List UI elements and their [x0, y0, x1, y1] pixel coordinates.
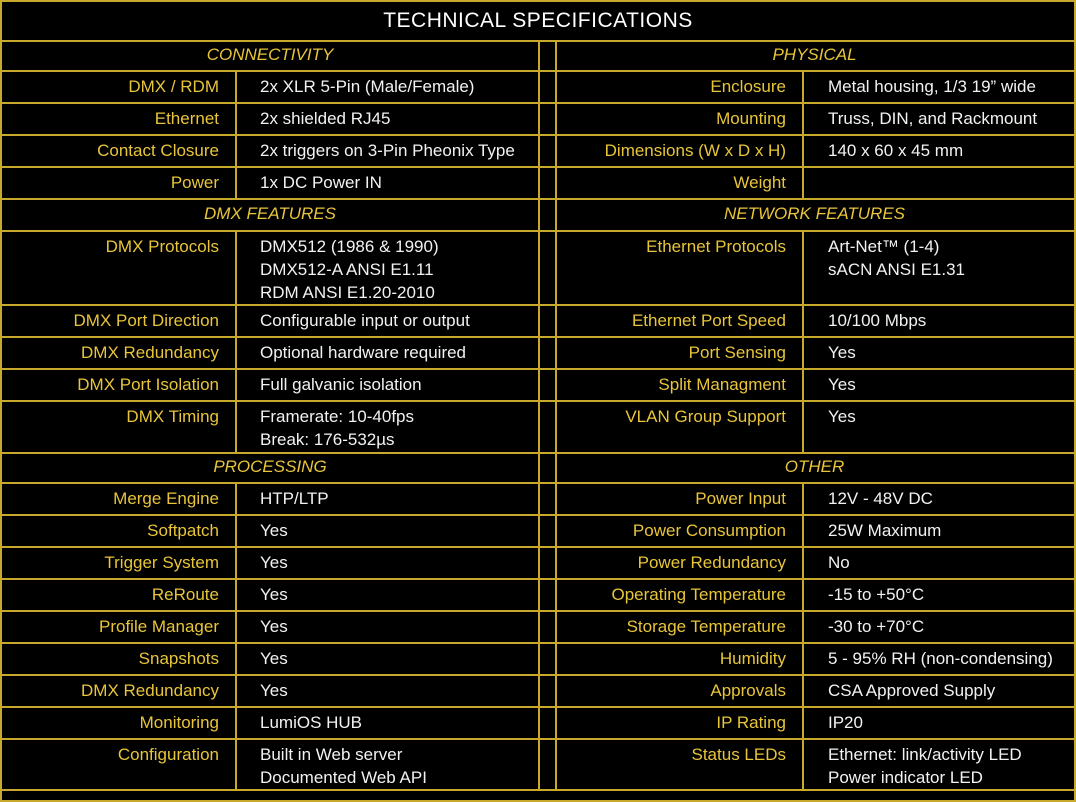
cell-divider	[235, 134, 237, 166]
spec-value-line: 25W Maximum	[828, 521, 942, 540]
spec-value-line: 2x triggers on 3-Pin Pheonix Type	[260, 141, 515, 160]
spec-value	[828, 75, 1036, 98]
spec-value	[260, 75, 474, 98]
cell-divider	[802, 102, 804, 134]
cell-divider	[235, 706, 237, 738]
spec-label: DMX Redundancy	[81, 681, 219, 700]
cell-divider	[235, 70, 237, 102]
spec-value	[260, 235, 439, 304]
spec-value-line: DMX512-A ANSI E1.11	[260, 260, 434, 279]
spec-value-line: Yes	[828, 407, 856, 426]
spec-value	[260, 373, 422, 396]
spec-value-line: IP20	[828, 713, 863, 732]
spec-value-line: Yes	[260, 649, 288, 668]
section-heading: CONNECTIVITY	[206, 45, 334, 64]
cell-divider	[235, 304, 237, 336]
cell-divider	[235, 610, 237, 642]
spec-value	[828, 373, 856, 396]
cell-divider	[802, 134, 804, 166]
spec-label: Operating Temperature	[611, 585, 786, 604]
cell-divider	[802, 706, 804, 738]
spec-value-line: 140 x 60 x 45 mm	[828, 141, 964, 160]
spec-value-line: Truss, DIN, and Rackmount	[828, 109, 1038, 128]
spec-value-line: DMX512 (1986 & 1990)	[260, 237, 439, 256]
spec-value	[828, 711, 863, 734]
cell-divider	[235, 336, 237, 368]
spec-value-line: Documented Web API	[260, 768, 427, 787]
spec-value	[260, 647, 288, 670]
spec-value-line: Built in Web server	[260, 745, 403, 764]
spec-value	[828, 487, 933, 510]
cell-divider	[802, 578, 804, 610]
cell-divider	[802, 738, 804, 790]
cell-divider	[802, 642, 804, 674]
spec-label: Ethernet	[154, 109, 219, 128]
spec-label: Profile Manager	[98, 617, 219, 636]
spec-value	[828, 615, 924, 638]
spec-value	[828, 583, 924, 606]
column-divider	[538, 40, 540, 790]
spec-label: Softpatch	[147, 521, 219, 540]
spec-value	[828, 107, 1037, 130]
spec-value-line: Metal housing, 1/3 19” wide	[828, 77, 1036, 96]
spec-value	[828, 519, 941, 542]
cell-divider	[802, 368, 804, 400]
spec-label: Status LEDs	[691, 745, 786, 764]
spec-value	[260, 519, 288, 542]
spec-value-line: Configurable input or output	[260, 311, 470, 330]
spec-label: Humidity	[719, 649, 786, 668]
spec-value	[260, 107, 390, 130]
cell-divider	[802, 70, 804, 102]
cell-divider	[235, 166, 237, 198]
spec-label: DMX Redundancy	[81, 343, 219, 362]
spec-label: Power	[170, 173, 219, 192]
spec-value-line: Yes	[828, 375, 856, 394]
spec-value-line: sACN ANSI E1.31	[828, 260, 966, 279]
section-heading: PROCESSING	[213, 457, 327, 476]
cell-divider	[235, 482, 237, 514]
spec-label: DMX Port Direction	[73, 311, 219, 330]
spec-label: Dimensions (W x D x H)	[604, 141, 786, 160]
spec-label: DMX Timing	[126, 407, 219, 426]
spec-value-line: LumiOS HUB	[260, 713, 363, 732]
spec-value-line: Ethernet: link/activity LED	[828, 745, 1022, 764]
cell-divider	[235, 102, 237, 134]
spec-value	[260, 679, 288, 702]
spec-label: DMX / RDM	[128, 77, 219, 96]
spec-value-line: 2x shielded RJ45	[260, 109, 391, 128]
spec-value-line: Framerate: 10-40fps	[260, 407, 415, 426]
spec-value-line: Power indicator LED	[828, 768, 983, 787]
spec-value	[260, 309, 470, 332]
spec-value	[828, 405, 856, 428]
cell-divider	[802, 546, 804, 578]
spec-label: Monitoring	[139, 713, 219, 732]
spec-label: Weight	[733, 173, 786, 192]
spec-label: Power Redundancy	[637, 553, 786, 572]
spec-value-line: HTP/LTP	[260, 489, 329, 508]
spec-value-line: Yes	[260, 521, 288, 540]
cell-divider	[802, 482, 804, 514]
section-heading: DMX FEATURES	[204, 204, 336, 223]
spec-value-line: CSA Approved Supply	[828, 681, 996, 700]
cell-divider	[802, 610, 804, 642]
cell-divider	[235, 514, 237, 546]
cell-divider	[235, 738, 237, 790]
cell-divider	[235, 400, 237, 452]
spec-value	[260, 171, 382, 194]
spec-value	[260, 583, 288, 606]
section-heading: OTHER	[784, 457, 845, 476]
spec-label: Ethernet Port Speed	[631, 311, 786, 330]
spec-value	[260, 139, 515, 162]
spec-label: DMX Port Isolation	[77, 375, 219, 394]
spec-value-line: Yes	[260, 617, 288, 636]
spec-label: Storage Temperature	[626, 617, 786, 636]
spec-value-line: Full galvanic isolation	[260, 375, 422, 394]
spec-value	[828, 679, 995, 702]
spec-label: Contact Closure	[97, 141, 219, 160]
cell-divider	[802, 674, 804, 706]
spec-value	[828, 743, 1022, 789]
spec-label: DMX Protocols	[105, 237, 219, 256]
cell-divider	[235, 642, 237, 674]
section-heading: PHYSICAL	[772, 45, 857, 64]
cell-divider	[802, 304, 804, 336]
cell-divider	[235, 230, 237, 304]
spec-value-line: 1x DC Power IN	[260, 173, 382, 192]
spec-value	[828, 235, 965, 281]
cell-divider	[802, 400, 804, 452]
spec-value	[828, 139, 963, 162]
spec-label: Trigger System	[104, 553, 219, 572]
spec-value	[260, 551, 288, 574]
cell-divider	[235, 578, 237, 610]
spec-value-line: 12V - 48V DC	[828, 489, 933, 508]
spec-value-line: 10/100 Mbps	[828, 311, 927, 330]
spec-value	[260, 711, 362, 734]
spec-value-line: RDM ANSI E1.20-2010	[260, 283, 435, 302]
spec-label: Mounting	[716, 109, 786, 128]
cell-divider	[802, 230, 804, 304]
spec-value	[260, 615, 288, 638]
cell-divider	[235, 368, 237, 400]
cell-divider	[802, 514, 804, 546]
spec-label: Snapshots	[138, 649, 219, 668]
column-divider	[555, 40, 557, 790]
spec-value-line: 5 - 95% RH (non-condensing)	[828, 649, 1053, 668]
spec-value-line: -15 to +50°C	[828, 585, 925, 604]
spec-value-line: Yes	[260, 681, 288, 700]
spec-label: IP Rating	[716, 713, 786, 732]
page-title: TECHNICAL SPECIFICATIONS	[383, 9, 693, 32]
spec-value-line: Yes	[260, 585, 288, 604]
spec-value-line: 2x XLR 5-Pin (Male/Female)	[260, 77, 475, 96]
section-heading: NETWORK FEATURES	[723, 204, 906, 223]
spec-label: Ethernet Protocols	[646, 237, 786, 256]
spec-value	[828, 341, 856, 364]
spec-label: ReRoute	[151, 585, 219, 604]
spec-label: Approvals	[710, 681, 786, 700]
spec-value	[260, 487, 329, 510]
spec-value	[260, 341, 466, 364]
cell-divider	[802, 336, 804, 368]
spec-value	[828, 551, 850, 574]
spec-label: Merge Engine	[113, 489, 219, 508]
spec-value	[828, 647, 1053, 670]
spec-value	[260, 405, 414, 451]
spec-label: Enclosure	[710, 77, 786, 96]
spec-value-line: Break: 176-532µs	[260, 430, 395, 449]
spec-label: Configuration	[117, 745, 219, 764]
spec-label: Split Managment	[658, 375, 786, 394]
cell-divider	[802, 166, 804, 198]
spec-value	[260, 743, 427, 789]
spec-value-line: -30 to +70°C	[828, 617, 925, 636]
spec-value-line: Optional hardware required	[260, 343, 467, 362]
spec-label: Power Input	[695, 489, 786, 508]
cell-divider	[235, 546, 237, 578]
spec-value-line: Art-Net™ (1-4)	[828, 237, 940, 256]
spec-label: Port Sensing	[688, 343, 786, 362]
spec-value-line: Yes	[828, 343, 856, 362]
cell-divider	[235, 674, 237, 706]
spec-value	[828, 309, 926, 332]
spec-label: Power Consumption	[632, 521, 786, 540]
spec-label: VLAN Group Support	[625, 407, 786, 426]
spec-value-line: No	[828, 553, 850, 572]
spec-value-line: Yes	[260, 553, 288, 572]
